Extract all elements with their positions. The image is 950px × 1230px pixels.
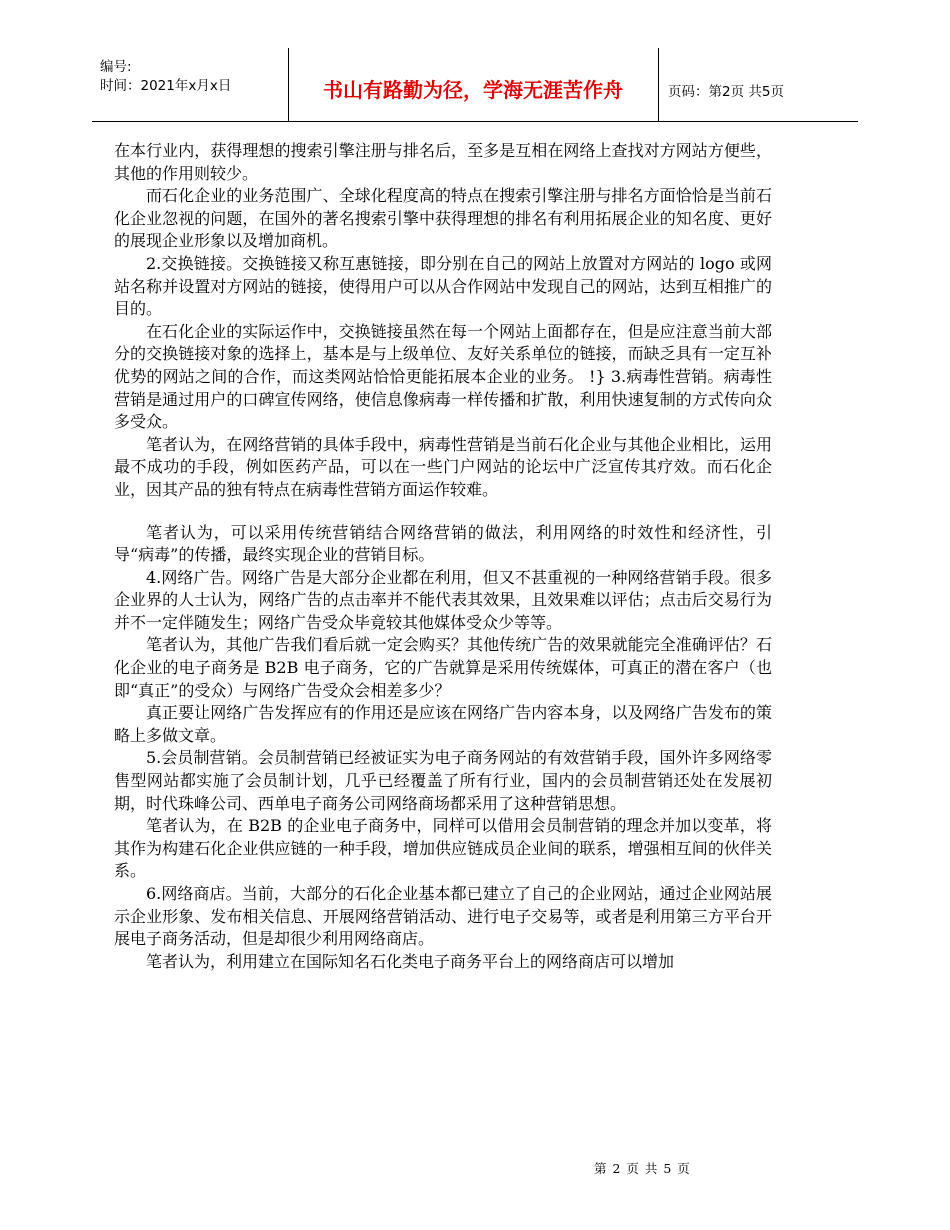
paragraph: 在石化企业的实际运作中，交换链接虽然在每一个网站上面都存在，但是应注意当前大部分的交换链接对象的选择上，基本是与上级单位、友好关系单位的链接，而缺乏具有一定互补优势的网站之间的合作，而这类网站恰恰更能拓展本企业的业务。 !} 3.病毒性营销。病毒性营销是通过用户的口碑宣传网络，使信息像病毒一样传播和扩散，利用快速复制的方式传向众多受众。 <box>114 321 772 432</box>
paragraph: 笔者认为，可以采用传统营销结合网络营销的做法，利用网络的时效性和经济性，引导“病毒”的传播，最终实现企业的营销目标。 <box>114 522 772 565</box>
paragraph-gap <box>114 502 772 522</box>
paragraph: 笔者认为，在 B2B 的企业电子商务中，同样可以借用会员制营销的理念并加以变革，将其作为构建石化企业供应链的一种手段，增加供应链成员企业间的联系，增强相互间的伙伴关系。 <box>114 816 772 881</box>
header-meta <box>100 58 290 96</box>
paragraph: 笔者认为，其他广告我们看后就一定会购买？其他传统广告的效果就能完全准确评估？石化企业的电子商务是 B2B 电子商务，它的广告就算是采用传统媒体，可真正的潜在客户（也即“真正”的受众）与网络广告受众会相差多少？ <box>114 635 772 700</box>
paragraph: 在本行业内，获得理想的搜索引擎注册与排名后，至多是互相在网络上查找对方网站方便些，其他的作用则较少。 <box>114 141 772 183</box>
document-number-label: 编号: <box>100 59 132 75</box>
paragraph: 而石化企业的业务范围广、全球化程度高的特点在搜索引擎注册与排名方面恰恰是当前石化企业忽视的问题，在国外的著名搜索引擎中获得理想的排名有利用拓展企业的知名度、更好的展现企业形象以及增加商机。 <box>114 186 772 251</box>
header-motto: 书山有路勤为径，学海无涯苦作舟 <box>323 78 623 102</box>
header-rule <box>92 121 858 122</box>
header-divider-right <box>658 48 659 122</box>
paragraph: 6.网络商店。当前，大部分的石化企业基本都已建立了自己的企业网站，通过企业网站展示企业形象、发布相关信息、开展网络营销活动、进行电子交易等，或者是利用第三方平台开展电子商务活动，但是却很少利用网络商店。 <box>114 884 772 949</box>
document-time-label: 时间：2021年x月x日 <box>100 78 232 94</box>
paragraph: 4.网络广告。网络广告是大部分企业都在利用，但又不甚重视的一种网络营销手段。很多企业界的人士认为，网络广告的点击率并不能代表其效果，且效果难以评估；点击后交易行为并不一定伴随发生；网络广告受众毕竟较其他媒体受众少等等。 <box>114 567 772 632</box>
page-footer-number: 第 2 页 共 5 页 <box>594 1161 691 1176</box>
paragraph: 笔者认为，在网络营销的具体手段中，病毒性营销是当前石化企业与其他企业相比，运用最不成功的手段，例如医药产品，可以在一些门户网站的论坛中广泛宣传其疗效。而石化企业，因其产品的独有特点在病毒性营销方面运作较难。 <box>114 434 772 499</box>
paragraph: 5.会员制营销。会员制营销已经被证实为电子商务网站的有效营销手段，国外许多网络零售型网站都实施了会员制计划，几乎已经覆盖了所有行业，国内的会员制营销还处在发展初期，时代珠峰公司、西单电子商务公司网络商场都采用了这种营销思想。 <box>114 748 772 813</box>
paragraph: 真正要让网络广告发挥应有的作用还是应该在网络广告内容本身，以及网络广告发布的策略上多做文章。 <box>114 703 772 745</box>
paragraph: 笔者认为，利用建立在国际知名石化类电子商务平台上的网络商店可以增加 <box>146 951 675 971</box>
header-page-label: 页码：第2页 共5页 <box>668 84 784 100</box>
paragraph: 2.交换链接。交换链接又称互惠链接，即分别在自己的网站上放置对方网站的 logo 或网站名称并设置对方网站的链接，使得用户可以从合作网站中发现自己的网站，达到互相推广的目的。 <box>114 253 772 319</box>
document-body <box>114 140 772 973</box>
page-header <box>92 48 858 122</box>
